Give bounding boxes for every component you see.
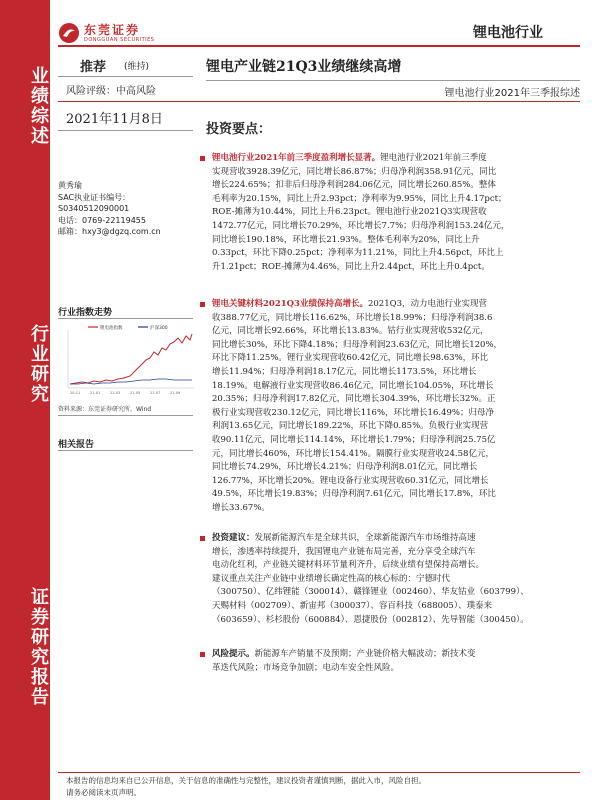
index-trend-chart: [58, 322, 198, 400]
date-divider: [58, 101, 580, 102]
key-points-title: 投资要点：: [206, 122, 272, 137]
paragraph-line: 20.35%；归母净利润17.82亿元，同比增长304.39%，环比增长32%。正: [212, 394, 496, 405]
paragraph-line: 增长33.67%。: [212, 502, 270, 513]
logo-subtitle: DONGGUAN SECURITIES: [84, 37, 155, 43]
sidebar-label-industry-research: 行业研究: [28, 324, 49, 404]
paragraph-line: 同比增长30%，环比下降4.18%；归母净利润23.63亿元，同比增长120%，: [212, 339, 503, 350]
x-tick: 21-09: [170, 391, 181, 395]
chart-source: 资料来源：东莞证券研究所，Wind: [58, 406, 152, 413]
paragraph-line: 实现营收3928.39亿元，同比增长86.87%；归母净利润358.91亿元，同比: [212, 166, 497, 177]
paragraph-line: 锂电池行业2021年前三季度盈利增长显著。锂电池行业2021年前三季度: [212, 153, 487, 163]
industry-title: 锂电池行业: [473, 25, 543, 41]
paragraph-line: 利润13.65亿元，同比增长189.22%，环比下降0.85%。负极行业实现营: [212, 421, 489, 432]
paragraph-line: （300750）、亿纬锂能（300014）、赣锋锂业（002460）、华友钴业（603799）、: [212, 587, 529, 598]
related-reports-title: 相关报告: [58, 440, 95, 450]
analyst-sac-label: SAC执业证书编号：: [58, 192, 131, 202]
paragraph-line: 126.77%，环比增长20%。锂电设备行业实现营收60.31亿元，同比增长: [212, 475, 489, 486]
paragraph-line: 毛利率为20.15%，同比上升2.93pct；净利率为9.95%，同比上升4.17pct；: [212, 193, 507, 204]
paragraph-line: 极行业实现营收230.12亿元，同比增长116%，环比增长16.49%；归母净: [212, 407, 494, 418]
paragraph-line: 收90.11亿元，同比增长114.14%，环比增长1.79%；归母净利润25.75亿: [212, 434, 496, 445]
company-logo: [58, 20, 158, 48]
paragraph-line: 投资建议：发展新能源汽车是全球共识，全球新能源汽车市场维持高速: [212, 533, 476, 543]
paragraph-line: 元，同比增长460%，环比增长154.41%。隔膜行业实现营收24.58亿元，: [212, 448, 494, 459]
paragraph-line: 0.33pct，环比下降0.25pct；净利率为11.21%，同比上升4.56pct，环比上: [212, 248, 504, 259]
logo-name: 东莞证券: [84, 23, 141, 37]
rating-note: (维持): [124, 62, 150, 72]
paragraph-lead: 锂电关键材料2021Q3业绩保持高增长。: [212, 299, 368, 309]
paragraph-line: 亿元，同比增长92.66%，环比增长13.83%。钴行业实现营收532亿元，: [212, 326, 489, 337]
paragraph-line: 风险提示。新能源车产销量不及预期；产业链价格大幅波动；新技术变: [212, 649, 476, 659]
chart-background: [58, 322, 198, 400]
footer-divider: [58, 772, 580, 773]
paragraph-lead: 风险提示。: [212, 649, 255, 659]
bullet-icon: [200, 652, 205, 657]
footer-line: 请务必阅读末页声明。: [66, 788, 141, 797]
paragraph-line: 1472.77亿元，同比增长70.29%，环比增长7.7%；归母净利润153.24亿元，: [212, 220, 510, 231]
footer-disclaimer: [66, 775, 586, 799]
paragraph-line: 49.5%，环比增长19.83%；归母净利润7.61亿元，同比增长17.8%，环比: [212, 489, 496, 500]
key-point-paragraph: [212, 152, 580, 274]
paragraph-line: （603659）、杉杉股份（600884）、恩捷股份（002812）、先导智能（300450）。: [212, 614, 529, 625]
report-title: 锂电产业链21Q3业绩继续高增: [206, 59, 402, 75]
x-tick: 21-07: [150, 391, 161, 395]
related-divider: [58, 450, 193, 451]
rating-label: 推荐: [80, 60, 107, 75]
footer-line: 本报告的信息均来自已公开信息，关于信息的准确性与完整性，建议投资者谨慎判断，据此入市，风险自担。: [66, 776, 426, 785]
report-subtitle: 锂电池行业2021年三季报综述: [444, 88, 580, 99]
sidebar-label-summary: 业绩综述: [28, 66, 49, 146]
paragraph-line: 锂电关键材料2021Q3业绩保持高增长。2021Q3，动力电池行业实现营: [212, 299, 487, 309]
paragraph-line: 收388.77亿元，同比增长116.62%，环比增长18.99%；归母净利润38.6: [212, 312, 493, 323]
x-tick: 21-01: [90, 391, 101, 395]
analyst-phone: 电话：0769-22119455: [58, 215, 146, 225]
title-divider: [206, 80, 580, 81]
paragraph-line: 增长，渗透率持续提升，我国锂电产业链布局完善，充分享受全球汽车: [212, 546, 476, 557]
paragraph-lead: 锂电池行业2021年前三季度盈利增长显著。: [212, 153, 381, 163]
paragraph-lead: 投资建议：: [212, 533, 255, 543]
paragraph-line: 增长224.65%；扣非后归母净利润284.06亿元，同比增长260.85%。整体: [212, 180, 496, 191]
key-point-paragraph: [212, 648, 580, 675]
paragraph-line: 升1.21pct；ROE-摊薄为4.46%，同比上升2.44pct，环比上升0.4pct。: [212, 261, 490, 272]
logo-mark-icon: [58, 22, 80, 44]
paragraph-line: 革迭代风险；市场竞争加剧；电动车安全性风险。: [212, 662, 400, 673]
analyst-email[interactable]: 邮箱：hxy3@dgzq.com.cn: [58, 227, 161, 236]
legend-label-csi300: 沪深300: [150, 326, 168, 331]
date-divider-bottom: [58, 130, 193, 131]
x-tick: 21-03: [110, 391, 121, 395]
sidebar-label-securities-report: 证券研究报告: [28, 587, 49, 707]
bullet-icon: [200, 302, 205, 307]
rating-divider: [58, 76, 193, 77]
paragraph-line: 增长11.94%；归母净利润18.17亿元，同比增长1173.5%，环比增长: [212, 366, 477, 377]
legend-label-lithium: 锂电池指数: [100, 326, 123, 331]
analyst-name: 黄秀瑜: [58, 181, 82, 190]
paragraph-line: 环比下降11.25%。锂行业实现营收60.42亿元，同比增长98.63%，环比: [212, 353, 489, 364]
key-point-paragraph: [212, 298, 580, 516]
paragraph-line: ROE-摊薄为10.44%，同比上升6.23pct。锂电池行业2021Q3实现营收: [212, 207, 487, 218]
report-date: 2021年11月8日: [66, 112, 163, 127]
header-divider: [58, 45, 580, 47]
paragraph-line: 18.19%。电解液行业实现营收86.46亿元，同比增长104.05%，环比增长: [212, 380, 494, 391]
risk-rating: 风险评级：中高风险: [66, 86, 156, 97]
paragraph-line: 天赐材料（002709）、新宙邦（300037）、容百科技（688005）、璞泰来: [212, 600, 493, 611]
index-chart-title: 行业指数走势: [58, 308, 113, 318]
bullet-icon: [200, 156, 205, 161]
x-tick: 20-11: [70, 391, 81, 395]
chart-divider-bottom: [58, 415, 193, 416]
analyst-sac-number: S0340512090001: [58, 204, 130, 213]
paragraph-line: 建议重点关注产业链中业绩增长确定性高的核心标的：宁德时代: [212, 573, 451, 584]
paragraph-line: 电动化红利，产业链关键材料环节量利齐升，后续业绩有望保持高增长。: [212, 560, 485, 571]
paragraph-line: 同比增长190.18%，环比增长21.93%。整体毛利率为20%，同比上升: [212, 234, 480, 245]
key-point-paragraph: [212, 532, 580, 627]
paragraph-line: 同比增长74.29%，环比增长4.21%；归母净利润8.01亿元，同比增长: [212, 462, 478, 473]
analyst-info: [58, 180, 198, 238]
chart-divider-top: [58, 318, 193, 319]
x-tick: 21-05: [130, 391, 141, 395]
bullet-icon: [200, 536, 205, 541]
